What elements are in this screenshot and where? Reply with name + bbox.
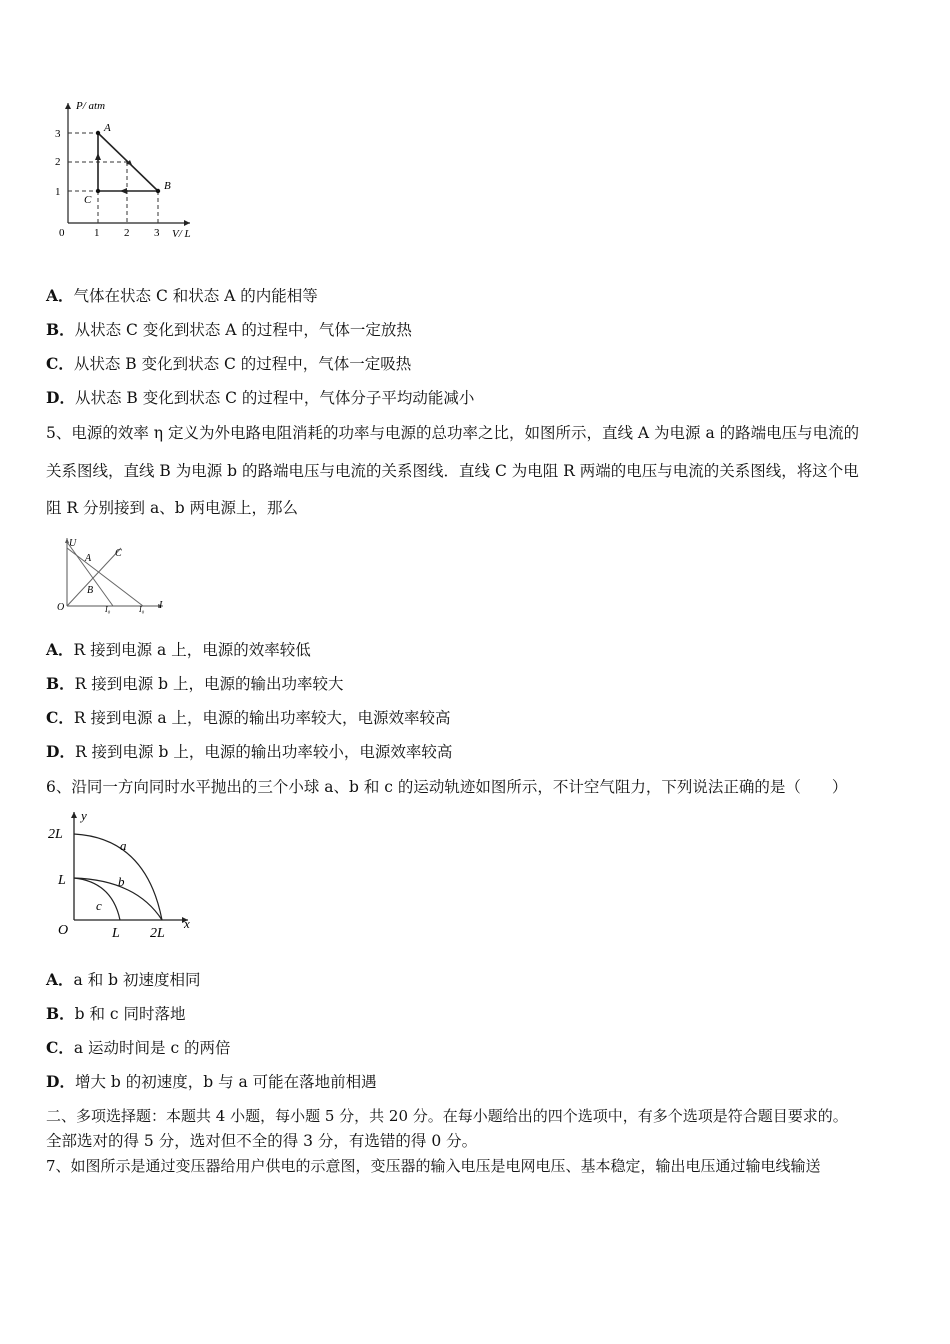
q4-option-d: D．从状态 B 变化到状态 C 的过程中，气体分子平均动能减小 [46, 388, 475, 407]
pv-y-tick: 2 [55, 156, 61, 168]
ui-x-mark: I₀ [139, 605, 145, 614]
q4-option-b: B．从状态 C 变化到状态 A 的过程中，气体一定放热 [46, 320, 412, 339]
q5-option-d: D．R 接到电源 b 上，电源的输出功率较小，电源效率较高 [46, 742, 453, 761]
section-2-line-2: 全部选对的得 5 分，选对但不全的得 3 分，有选错的得 0 分。 [46, 1132, 478, 1150]
traj-x-axis-label: x [184, 916, 190, 931]
traj-curve-label-c: c [96, 898, 102, 913]
pv-x-tick: 1 [94, 227, 100, 239]
q6-option-b: B．b 和 c 同时落地 [46, 1004, 186, 1023]
pv-point-label-b: B [164, 180, 171, 192]
traj-origin: O [58, 923, 69, 938]
ui-line-label-b: B [87, 585, 94, 596]
ui-x-axis-label: I [159, 600, 163, 611]
pv-y-tick: 3 [55, 128, 61, 140]
pv-x-axis-label: V/ L [172, 228, 191, 240]
ui-graph [55, 532, 175, 617]
pv-diagram [50, 95, 210, 245]
q5-option-b: B．R 接到电源 b 上，电源的输出功率较大 [46, 674, 344, 693]
pv-point-label-a: A [104, 122, 111, 134]
pv-y-axis-label: P/ atm [76, 100, 106, 112]
trajectory-graph [46, 808, 206, 944]
ui-x-mark: I₀ [105, 605, 111, 614]
ui-line-label-c: C [115, 548, 122, 559]
q6-option-c: C．a 运动时间是 c 的两倍 [46, 1038, 231, 1057]
q7-stem-line-1: 7、如图所示是通过变压器给用户供电的示意图，变压器的输入电压是电网电压、基本稳定，输出电压通过输电线输送 [46, 1157, 821, 1175]
q6-option-a: A．a 和 b 初速度相同 [46, 970, 201, 989]
section-2-line-1: 二、多项选择题：本题共 4 小题，每小题 5 分，共 20 分。在每小题给出的四个选项中，有多个选项是符合题目要求的。 [46, 1107, 848, 1125]
pv-origin: 0 [59, 227, 65, 239]
traj-x-tick: L [112, 926, 120, 941]
q5-option-a: A．R 接到电源 a 上，电源的效率较低 [46, 640, 311, 659]
q4-option-a: A．气体在状态 C 和状态 A 的内能相等 [46, 286, 318, 305]
q5-option-c: C．R 接到电源 a 上，电源的输出功率较大，电源效率较高 [46, 708, 451, 727]
traj-y-tick: L [58, 873, 66, 888]
q5-stem-line-2: 关系图线，直线 B 为电源 b 的路端电压与电流的关系图线．直线 C 为电阻 R 两端的电压与电流的关系图线，将这个电 [46, 462, 859, 480]
pv-x-tick: 3 [154, 227, 160, 239]
traj-x-tick: 2L [150, 926, 165, 941]
pv-point-label-c: C [84, 194, 92, 206]
q6-stem: 6、沿同一方向同时水平抛出的三个小球 a、b 和 c 的运动轨迹如图所示，不计空气阻力，下列说法正确的是（ ） [46, 778, 848, 796]
pv-x-tick: 2 [124, 227, 130, 239]
traj-y-tick: 2L [48, 827, 63, 842]
ui-y-axis-label: U [69, 538, 77, 549]
ui-origin: O [57, 602, 65, 613]
traj-curve-label-b: b [118, 874, 125, 889]
q5-stem-line-3: 阻 R 分别接到 a、b 两电源上，那么 [46, 499, 299, 517]
q5-stem-line-1: 5、电源的效率 η 定义为外电路电阻消耗的功率与电源的总功率之比，如图所示，直线 A 为电源 a 的路端电压与电流的 [46, 424, 860, 442]
q6-option-d: D．增大 b 的初速度，b 与 a 可能在落地前相遇 [46, 1072, 377, 1091]
traj-curve-label-a: a [120, 838, 127, 853]
pv-y-tick: 1 [55, 186, 61, 198]
traj-y-axis-label: y [81, 808, 87, 823]
q4-option-c: C．从状态 B 变化到状态 C 的过程中，气体一定吸热 [46, 354, 412, 373]
ui-line-label-a: A [85, 553, 92, 564]
